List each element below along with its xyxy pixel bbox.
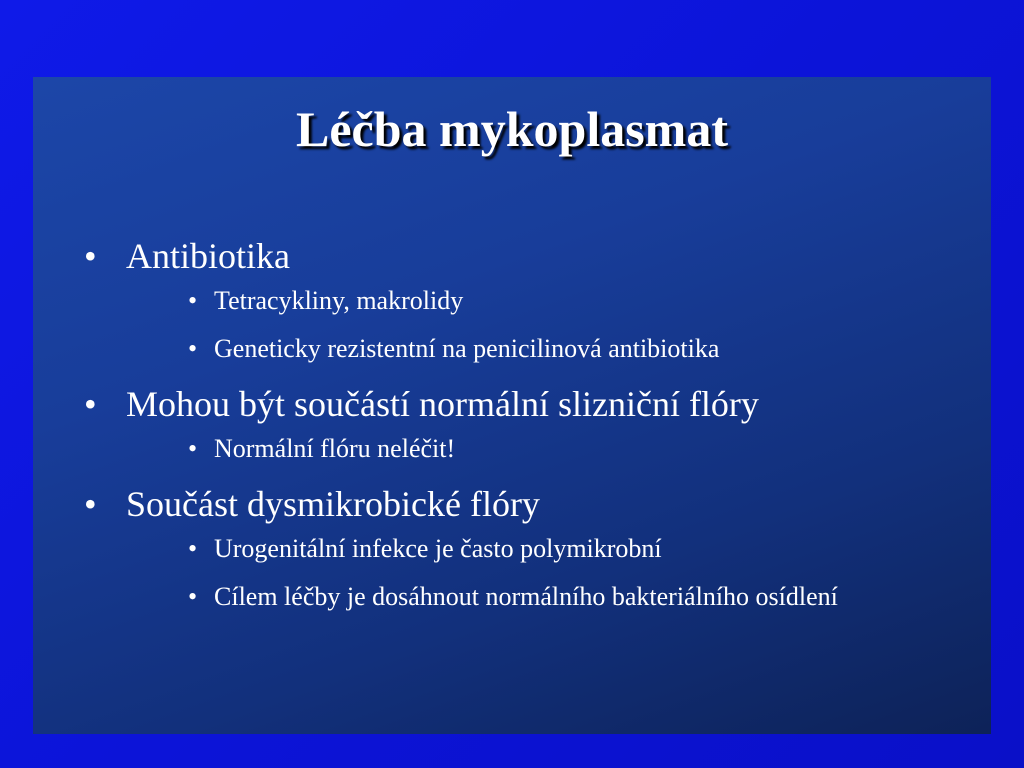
- sub-bullet-text: Normální flóru neléčit!: [214, 434, 456, 463]
- sub-bullet-item: [188, 284, 964, 318]
- sub-bullet-item: [188, 432, 964, 466]
- bullet-list: [84, 232, 964, 628]
- bullet-item-dysmicrobic-flora: [84, 480, 964, 528]
- bullet-icon: •: [84, 484, 97, 524]
- bullet-text: Mohou být součástí normální slizniční flóry: [126, 384, 759, 424]
- bullet-icon: •: [84, 384, 97, 424]
- bullet-text: Antibiotika: [126, 236, 290, 276]
- bullet-icon: •: [188, 334, 198, 363]
- bullet-icon: •: [188, 434, 198, 463]
- bullet-text: Součást dysmikrobické flóry: [126, 484, 540, 524]
- bullet-item-normal-flora: [84, 380, 964, 428]
- sub-bullet-text: Tetracykliny, makrolidy: [214, 286, 464, 315]
- sub-bullet-item: [188, 580, 964, 614]
- bullet-icon: •: [84, 236, 97, 276]
- sub-bullet-text: Urogenitální infekce je často polymikrobní: [214, 534, 662, 563]
- slide-title: Léčba mykoplasmat: [296, 101, 728, 157]
- bullet-item-antibiotika: [84, 232, 964, 280]
- sub-bullet-text: Cílem léčby je dosáhnout normálního bakteriálního osídlení: [214, 582, 838, 611]
- sub-bullet-item: [188, 332, 964, 366]
- sub-bullet-text: Geneticky rezistentní na penicilinová antibiotika: [214, 334, 720, 363]
- bullet-icon: •: [188, 582, 198, 611]
- sub-bullet-item: [188, 532, 964, 566]
- bullet-icon: •: [188, 286, 198, 315]
- bullet-icon: •: [188, 534, 198, 563]
